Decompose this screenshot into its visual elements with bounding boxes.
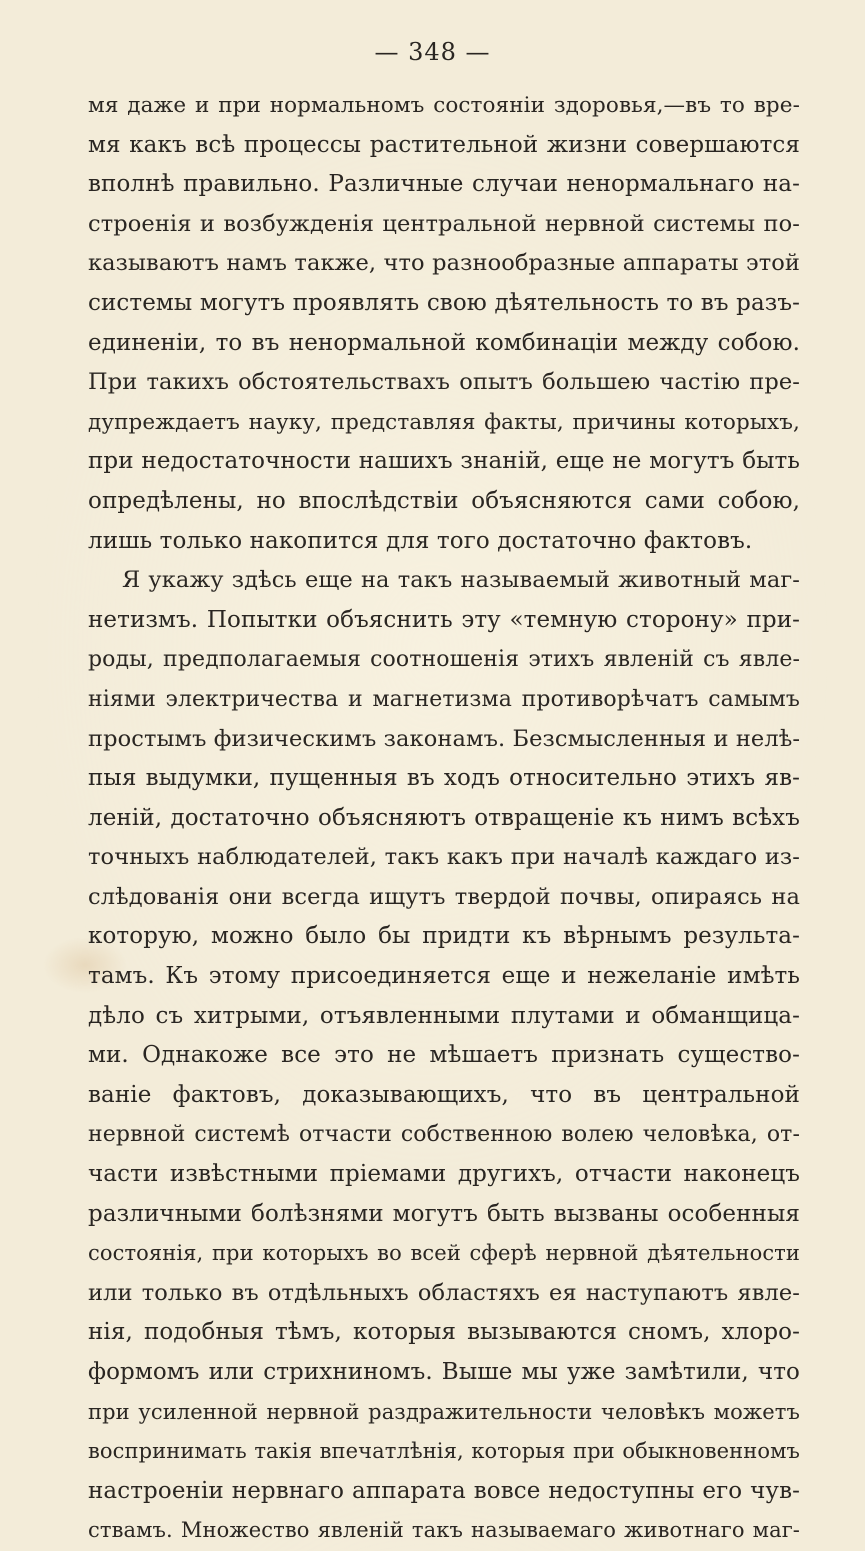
text-line: настроеніи нервнаго аппарата вовсе недоступны его чув- — [88, 1477, 800, 1504]
page-number: — 348 — — [374, 38, 491, 66]
text-line: строенія и возбужденія центральной нервной системы по- — [88, 210, 800, 237]
text-line: формомъ или стрихниномъ. Выше мы уже замѣтили, что — [88, 1359, 800, 1385]
text-line: тамъ. Къ этому присоединяется еще и нежеланіе имѣть — [88, 963, 800, 990]
text-line: мя какъ всѣ процессы растительной жизни совершаются — [88, 131, 800, 158]
text-line: вполнѣ правильно. Различные случаи ненормальнаго на- — [88, 171, 800, 198]
text-line: или только въ отдѣльныхъ областяхъ ея наступаютъ явле- — [88, 1279, 800, 1306]
text-line: мя даже и при нормальномъ состояніи здоровья,—въ то вре- — [88, 93, 800, 118]
text-line: системы могутъ проявлять свою дѣятельность то въ разъ- — [88, 289, 800, 316]
text-line: нетизмъ. Попытки объяснить эту «темную сторону» при- — [88, 606, 800, 633]
text-line: при недостаточности нашихъ знаній, еще не могутъ быть — [88, 448, 800, 475]
text-line: единеніи, то въ ненормальной комбинаціи между собою. — [88, 329, 800, 356]
text-line: леній, достаточно объясняютъ отвращеніе къ нимъ всѣхъ — [88, 804, 800, 831]
text-line: казываютъ намъ также, что разнообразные аппараты этой — [88, 250, 800, 277]
text-line: нервной системѣ отчасти собственною волею человѣка, от- — [88, 1122, 800, 1148]
text-line: части извѣстными пріемами другихъ, отчасти наконецъ — [88, 1161, 800, 1188]
text-line: пыя выдумки, пущенныя въ ходъ относительно этихъ яв- — [88, 765, 800, 792]
text-line: воспринимать такія впечатлѣнія, которыя при обыкновенномъ — [88, 1439, 800, 1464]
text-line: которую, можно было бы придти къ вѣрнымъ результа- — [88, 923, 800, 950]
text-line: различными болѣзнями могутъ быть вызваны особенныя — [88, 1200, 800, 1227]
text-line: состоянія, при которыхъ во всей сферѣ нервной дѣятельности — [88, 1241, 800, 1266]
text-line: ми. Однакоже все это не мѣшаетъ признать существо- — [88, 1042, 800, 1069]
text-line: точныхъ наблюдателей, такъ какъ при началѣ каждаго из- — [88, 844, 800, 871]
text-line: ваніе фактовъ, доказывающихъ, что въ центральной — [88, 1081, 800, 1108]
page-body-text — [88, 86, 800, 1551]
text-line: При такихъ обстоятельствахъ опытъ большею частію пре- — [88, 369, 800, 396]
text-line: лишь только накопится для того достаточно фактовъ. — [88, 527, 753, 554]
text-line: дупреждаетъ науку, представляя факты, причины которыхъ, — [88, 409, 800, 435]
text-line: простымъ физическимъ законамъ. Безсмысленныя и нелѣ- — [88, 725, 800, 752]
text-line: ствамъ. Множество явленій такъ называемаго животнаго маг- — [88, 1518, 800, 1543]
paragraph-first-line: Я укажу здѣсь еще на такъ называемый животный маг- — [122, 567, 800, 594]
text-line: опредѣлены, но впослѣдствіи объясняются сами собою, — [88, 487, 800, 514]
text-line: дѣло съ хитрыми, отъявленными плутами и обманщица- — [88, 1002, 800, 1029]
text-line: нія, подобныя тѣмъ, которыя вызываются сномъ, хлоро- — [88, 1319, 800, 1346]
text-line: роды, предполагаемыя соотношенія этихъ явленій съ явле- — [88, 647, 800, 673]
text-line: при усиленной нервной раздражительности человѣкъ можетъ — [88, 1399, 800, 1424]
text-line: слѣдованія они всегда ищутъ твердой почвы, опираясь на — [88, 883, 800, 910]
text-line: ніями электричества и магнетизма противорѣчатъ самымъ — [88, 686, 800, 712]
